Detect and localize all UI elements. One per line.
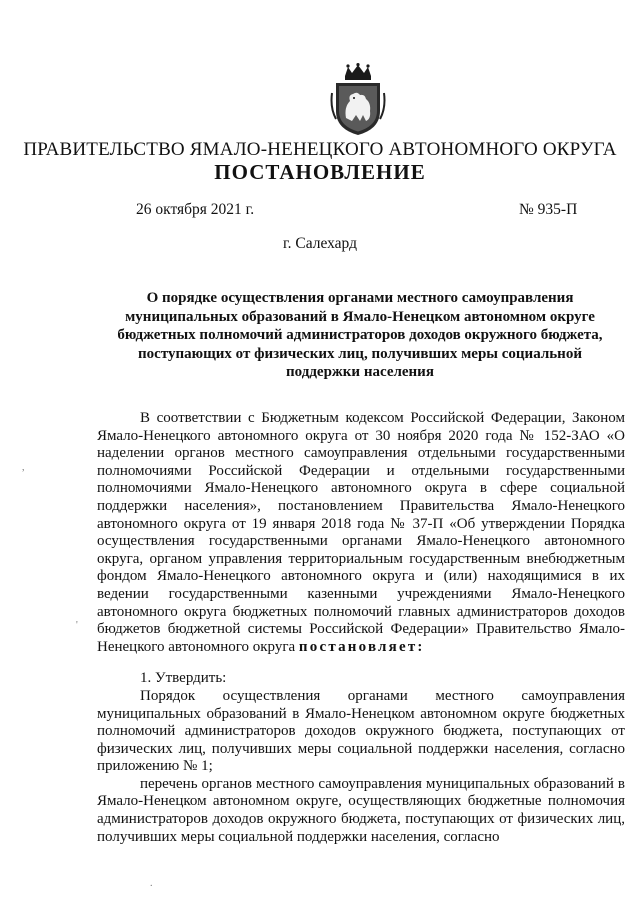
document-title: О порядке осуществления органами местного самоуправления муниципальных образований в Ямало-Ненецком автономном округе бюджетных полномочий администраторов доходов окружного бюджета, поступающих от физических лиц, получивших меры социальной поддержки населения: [117, 290, 603, 380]
scan-speck: ': [76, 620, 78, 631]
scan-speck: ,: [22, 462, 25, 473]
document-number: № 935-П: [519, 201, 578, 218]
resolves-word: постановляет:: [298, 638, 425, 655]
item-1-procedure: Порядок осуществления органами местного самоуправления муниципальных образований в Ямало-Ненецком автономном округе бюджетных полномочий администраторов доходов окружного бюджета, поступающих от физических лиц, получивших меры социальной поддержки населения, согласно приложению № 1;: [97, 687, 625, 775]
document-body: [97, 410, 625, 846]
preamble-text: В соответствии с Бюджетным кодексом Российской Федерации, Законом Ямало-Ненецкого автономного округа от 30 ноября 2020 года № 152-ЗАО «О наделении органов местного самоуправления отдельными государственными полномочиями Российской Федерации и отдельными государственными полномочиями Ямало-Ненецкого автономного округа в сфере социальной поддержки населения», постановлением Правительства Ямало-Ненецкого автономного округа от 19 января 2018 года № 37-П «Об утверждении Порядка осуществления государственными органами Ямало-Ненецкого автономного округа, органом управления территориальным государственным внебюджетным фондом Ямало-Ненецкого автономного округа и (или) находящимися в их ведении государственными казенными учреждениями Ямало-Ненецкого автономного округа бюджетных полномочий главных администраторов доходов бюджетов бюджетной системы Российской Федерации» Правительство Ямало-Ненецкого автономного округа: [97, 410, 625, 655]
item-1-list: перечень органов местного самоуправления муниципальных образований в Ямало-Ненецком автономном округе, осуществляющих бюджетные полномочия администраторов доходов окружного бюджета, поступающих от физических лиц, получивших меры социальной поддержки населения, согласно: [97, 775, 625, 845]
document-type: ПОСТАНОВЛЕНИЕ: [214, 160, 426, 184]
preamble-paragraph: [97, 410, 625, 656]
coat-of-arms-emblem: [330, 63, 386, 137]
government-name: ПРАВИТЕЛЬСТВО ЯМАЛО-НЕНЕЦКОГО АВТОНОМНОГО ОКРУГА: [23, 139, 617, 160]
item-1-heading: 1. Утвердить:: [140, 670, 227, 687]
scan-speck: .: [150, 878, 153, 889]
document-date: 26 октября 2021 г.: [136, 201, 255, 218]
document-city: г. Салехард: [283, 235, 357, 252]
